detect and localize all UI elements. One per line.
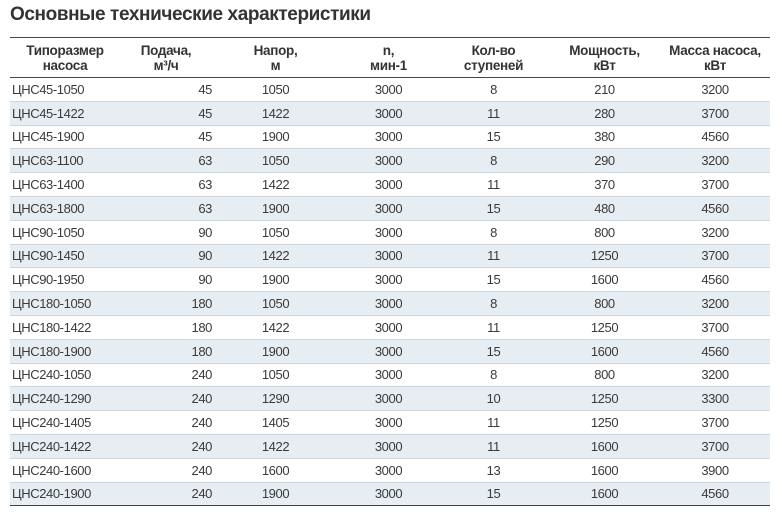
cell-rpm: 3000	[339, 173, 438, 197]
cell-rpm: 3000	[339, 315, 438, 339]
spec-table	[10, 37, 770, 506]
cell-flow: 90	[120, 268, 212, 292]
cell-model: ЦНС63-1400	[10, 173, 120, 197]
cell-mass: 4560	[660, 196, 770, 220]
header-head-line1: Напор,	[253, 42, 298, 58]
cell-flow: 45	[120, 101, 212, 125]
cell-power: 1600	[549, 458, 660, 482]
cell-head: 1422	[212, 101, 339, 125]
table-row	[10, 458, 770, 482]
cell-stages: 11	[438, 173, 549, 197]
header-mass-line1: Масса насоса,	[669, 42, 761, 58]
cell-head: 1050	[212, 149, 339, 173]
cell-mass: 3200	[660, 292, 770, 316]
table-row	[10, 411, 770, 435]
table-row	[10, 173, 770, 197]
cell-stages: 15	[438, 339, 549, 363]
cell-head: 1050	[212, 78, 339, 102]
cell-mass: 3200	[660, 363, 770, 387]
cell-power: 380	[549, 125, 660, 149]
cell-head: 1050	[212, 292, 339, 316]
cell-rpm: 3000	[339, 411, 438, 435]
header-model-line2: насоса	[42, 57, 88, 73]
header-rpm-line2: мин-1	[370, 57, 407, 73]
cell-power: 1600	[549, 482, 660, 506]
header-power-line2: кВт	[593, 57, 616, 73]
cell-rpm: 3000	[339, 339, 438, 363]
cell-power: 1250	[549, 315, 660, 339]
cell-power: 800	[549, 220, 660, 244]
header-row	[10, 38, 770, 78]
cell-model: ЦНС63-1800	[10, 196, 120, 220]
header-mass	[660, 38, 770, 78]
cell-power: 1250	[549, 411, 660, 435]
cell-power: 1600	[549, 268, 660, 292]
header-rpm	[339, 38, 438, 78]
cell-flow: 45	[120, 125, 212, 149]
cell-mass: 3300	[660, 387, 770, 411]
cell-flow: 240	[120, 458, 212, 482]
cell-flow: 90	[120, 244, 212, 268]
cell-rpm: 3000	[339, 292, 438, 316]
cell-mass: 4560	[660, 339, 770, 363]
cell-stages: 15	[438, 482, 549, 506]
header-stages	[438, 38, 549, 78]
cell-power: 1600	[549, 339, 660, 363]
cell-power: 800	[549, 363, 660, 387]
cell-model: ЦНС90-1950	[10, 268, 120, 292]
header-flow-line2: м³/ч	[153, 57, 179, 73]
table-row	[10, 101, 770, 125]
cell-power: 1250	[549, 244, 660, 268]
cell-stages: 11	[438, 315, 549, 339]
table-row	[10, 434, 770, 458]
cell-mass: 3200	[660, 149, 770, 173]
cell-model: ЦНС240-1050	[10, 363, 120, 387]
cell-mass: 4560	[660, 125, 770, 149]
cell-power: 800	[549, 292, 660, 316]
cell-head: 1900	[212, 268, 339, 292]
header-stages-line2: ступеней	[463, 57, 524, 73]
table-row	[10, 244, 770, 268]
cell-flow: 63	[120, 149, 212, 173]
cell-head: 1600	[212, 458, 339, 482]
page-title: Основные технические характеристики	[10, 4, 371, 25]
cell-mass: 4560	[660, 482, 770, 506]
cell-power: 280	[549, 101, 660, 125]
cell-mass: 3700	[660, 244, 770, 268]
cell-stages: 8	[438, 292, 549, 316]
cell-rpm: 3000	[339, 244, 438, 268]
cell-head: 1422	[212, 434, 339, 458]
table-row	[10, 149, 770, 173]
cell-mass: 3700	[660, 173, 770, 197]
cell-model: ЦНС90-1450	[10, 244, 120, 268]
table-header	[10, 38, 770, 78]
table-row	[10, 387, 770, 411]
cell-head: 1900	[212, 339, 339, 363]
cell-model: ЦНС180-1900	[10, 339, 120, 363]
cell-stages: 15	[438, 196, 549, 220]
cell-rpm: 3000	[339, 458, 438, 482]
header-model	[10, 38, 120, 78]
cell-flow: 180	[120, 292, 212, 316]
cell-head: 1422	[212, 173, 339, 197]
cell-mass: 3700	[660, 101, 770, 125]
cell-stages: 11	[438, 411, 549, 435]
cell-model: ЦНС180-1422	[10, 315, 120, 339]
cell-mass: 3700	[660, 315, 770, 339]
header-mass-line2: кВт	[703, 57, 727, 73]
table-row	[10, 292, 770, 316]
cell-flow: 240	[120, 387, 212, 411]
table-row	[10, 339, 770, 363]
cell-model: ЦНС45-1900	[10, 125, 120, 149]
cell-flow: 240	[120, 411, 212, 435]
cell-model: ЦНС240-1600	[10, 458, 120, 482]
cell-head: 1050	[212, 220, 339, 244]
cell-power: 210	[549, 78, 660, 102]
header-stages-line1: Кол-во	[471, 42, 516, 58]
cell-rpm: 3000	[339, 101, 438, 125]
table-body	[10, 78, 770, 506]
cell-rpm: 3000	[339, 196, 438, 220]
cell-rpm: 3000	[339, 482, 438, 506]
table-row	[10, 482, 770, 506]
cell-power: 370	[549, 173, 660, 197]
table-row	[10, 220, 770, 244]
cell-power: 290	[549, 149, 660, 173]
cell-mass: 3200	[660, 78, 770, 102]
header-head-line2: м	[270, 57, 281, 73]
cell-mass: 3900	[660, 458, 770, 482]
cell-rpm: 3000	[339, 149, 438, 173]
cell-rpm: 3000	[339, 387, 438, 411]
cell-flow: 180	[120, 315, 212, 339]
cell-model: ЦНС90-1050	[10, 220, 120, 244]
table-row	[10, 363, 770, 387]
header-head	[212, 38, 339, 78]
cell-head: 1900	[212, 482, 339, 506]
cell-head: 1405	[212, 411, 339, 435]
table-row	[10, 125, 770, 149]
cell-flow: 240	[120, 482, 212, 506]
cell-stages: 8	[438, 363, 549, 387]
cell-power: 1600	[549, 434, 660, 458]
cell-rpm: 3000	[339, 78, 438, 102]
cell-flow: 45	[120, 78, 212, 102]
cell-model: ЦНС45-1422	[10, 101, 120, 125]
cell-rpm: 3000	[339, 220, 438, 244]
header-flow-line1: Подача,	[140, 42, 192, 58]
header-power-line1: Мощность,	[569, 42, 640, 58]
cell-head: 1900	[212, 125, 339, 149]
cell-rpm: 3000	[339, 125, 438, 149]
cell-stages: 15	[438, 268, 549, 292]
cell-rpm: 3000	[339, 363, 438, 387]
cell-head: 1050	[212, 363, 339, 387]
cell-head: 1422	[212, 315, 339, 339]
cell-model: ЦНС63-1100	[10, 149, 120, 173]
cell-model: ЦНС240-1405	[10, 411, 120, 435]
cell-flow: 90	[120, 220, 212, 244]
cell-mass: 3700	[660, 434, 770, 458]
cell-rpm: 3000	[339, 268, 438, 292]
cell-model: ЦНС240-1422	[10, 434, 120, 458]
cell-head: 1900	[212, 196, 339, 220]
cell-stages: 13	[438, 458, 549, 482]
cell-stages: 11	[438, 434, 549, 458]
cell-flow: 63	[120, 196, 212, 220]
cell-flow: 63	[120, 173, 212, 197]
header-power	[549, 38, 660, 78]
header-flow	[120, 38, 212, 78]
cell-model: ЦНС240-1900	[10, 482, 120, 506]
cell-stages: 11	[438, 244, 549, 268]
cell-flow: 240	[120, 363, 212, 387]
cell-stages: 8	[438, 220, 549, 244]
cell-power: 480	[549, 196, 660, 220]
cell-mass: 3700	[660, 411, 770, 435]
cell-stages: 11	[438, 101, 549, 125]
cell-model: ЦНС240-1290	[10, 387, 120, 411]
cell-stages: 15	[438, 125, 549, 149]
cell-mass: 3200	[660, 220, 770, 244]
header-model-line1: Типоразмер	[26, 42, 104, 58]
table-row	[10, 78, 770, 102]
cell-model: ЦНС45-1050	[10, 78, 120, 102]
table-row	[10, 196, 770, 220]
cell-stages: 8	[438, 149, 549, 173]
header-rpm-line1: n,	[382, 42, 395, 58]
cell-head: 1422	[212, 244, 339, 268]
cell-head: 1290	[212, 387, 339, 411]
cell-flow: 240	[120, 434, 212, 458]
cell-power: 1250	[549, 387, 660, 411]
cell-model: ЦНС180-1050	[10, 292, 120, 316]
cell-rpm: 3000	[339, 434, 438, 458]
cell-mass: 4560	[660, 268, 770, 292]
cell-stages: 8	[438, 78, 549, 102]
table-row	[10, 315, 770, 339]
cell-flow: 180	[120, 339, 212, 363]
cell-stages: 10	[438, 387, 549, 411]
table-row	[10, 268, 770, 292]
